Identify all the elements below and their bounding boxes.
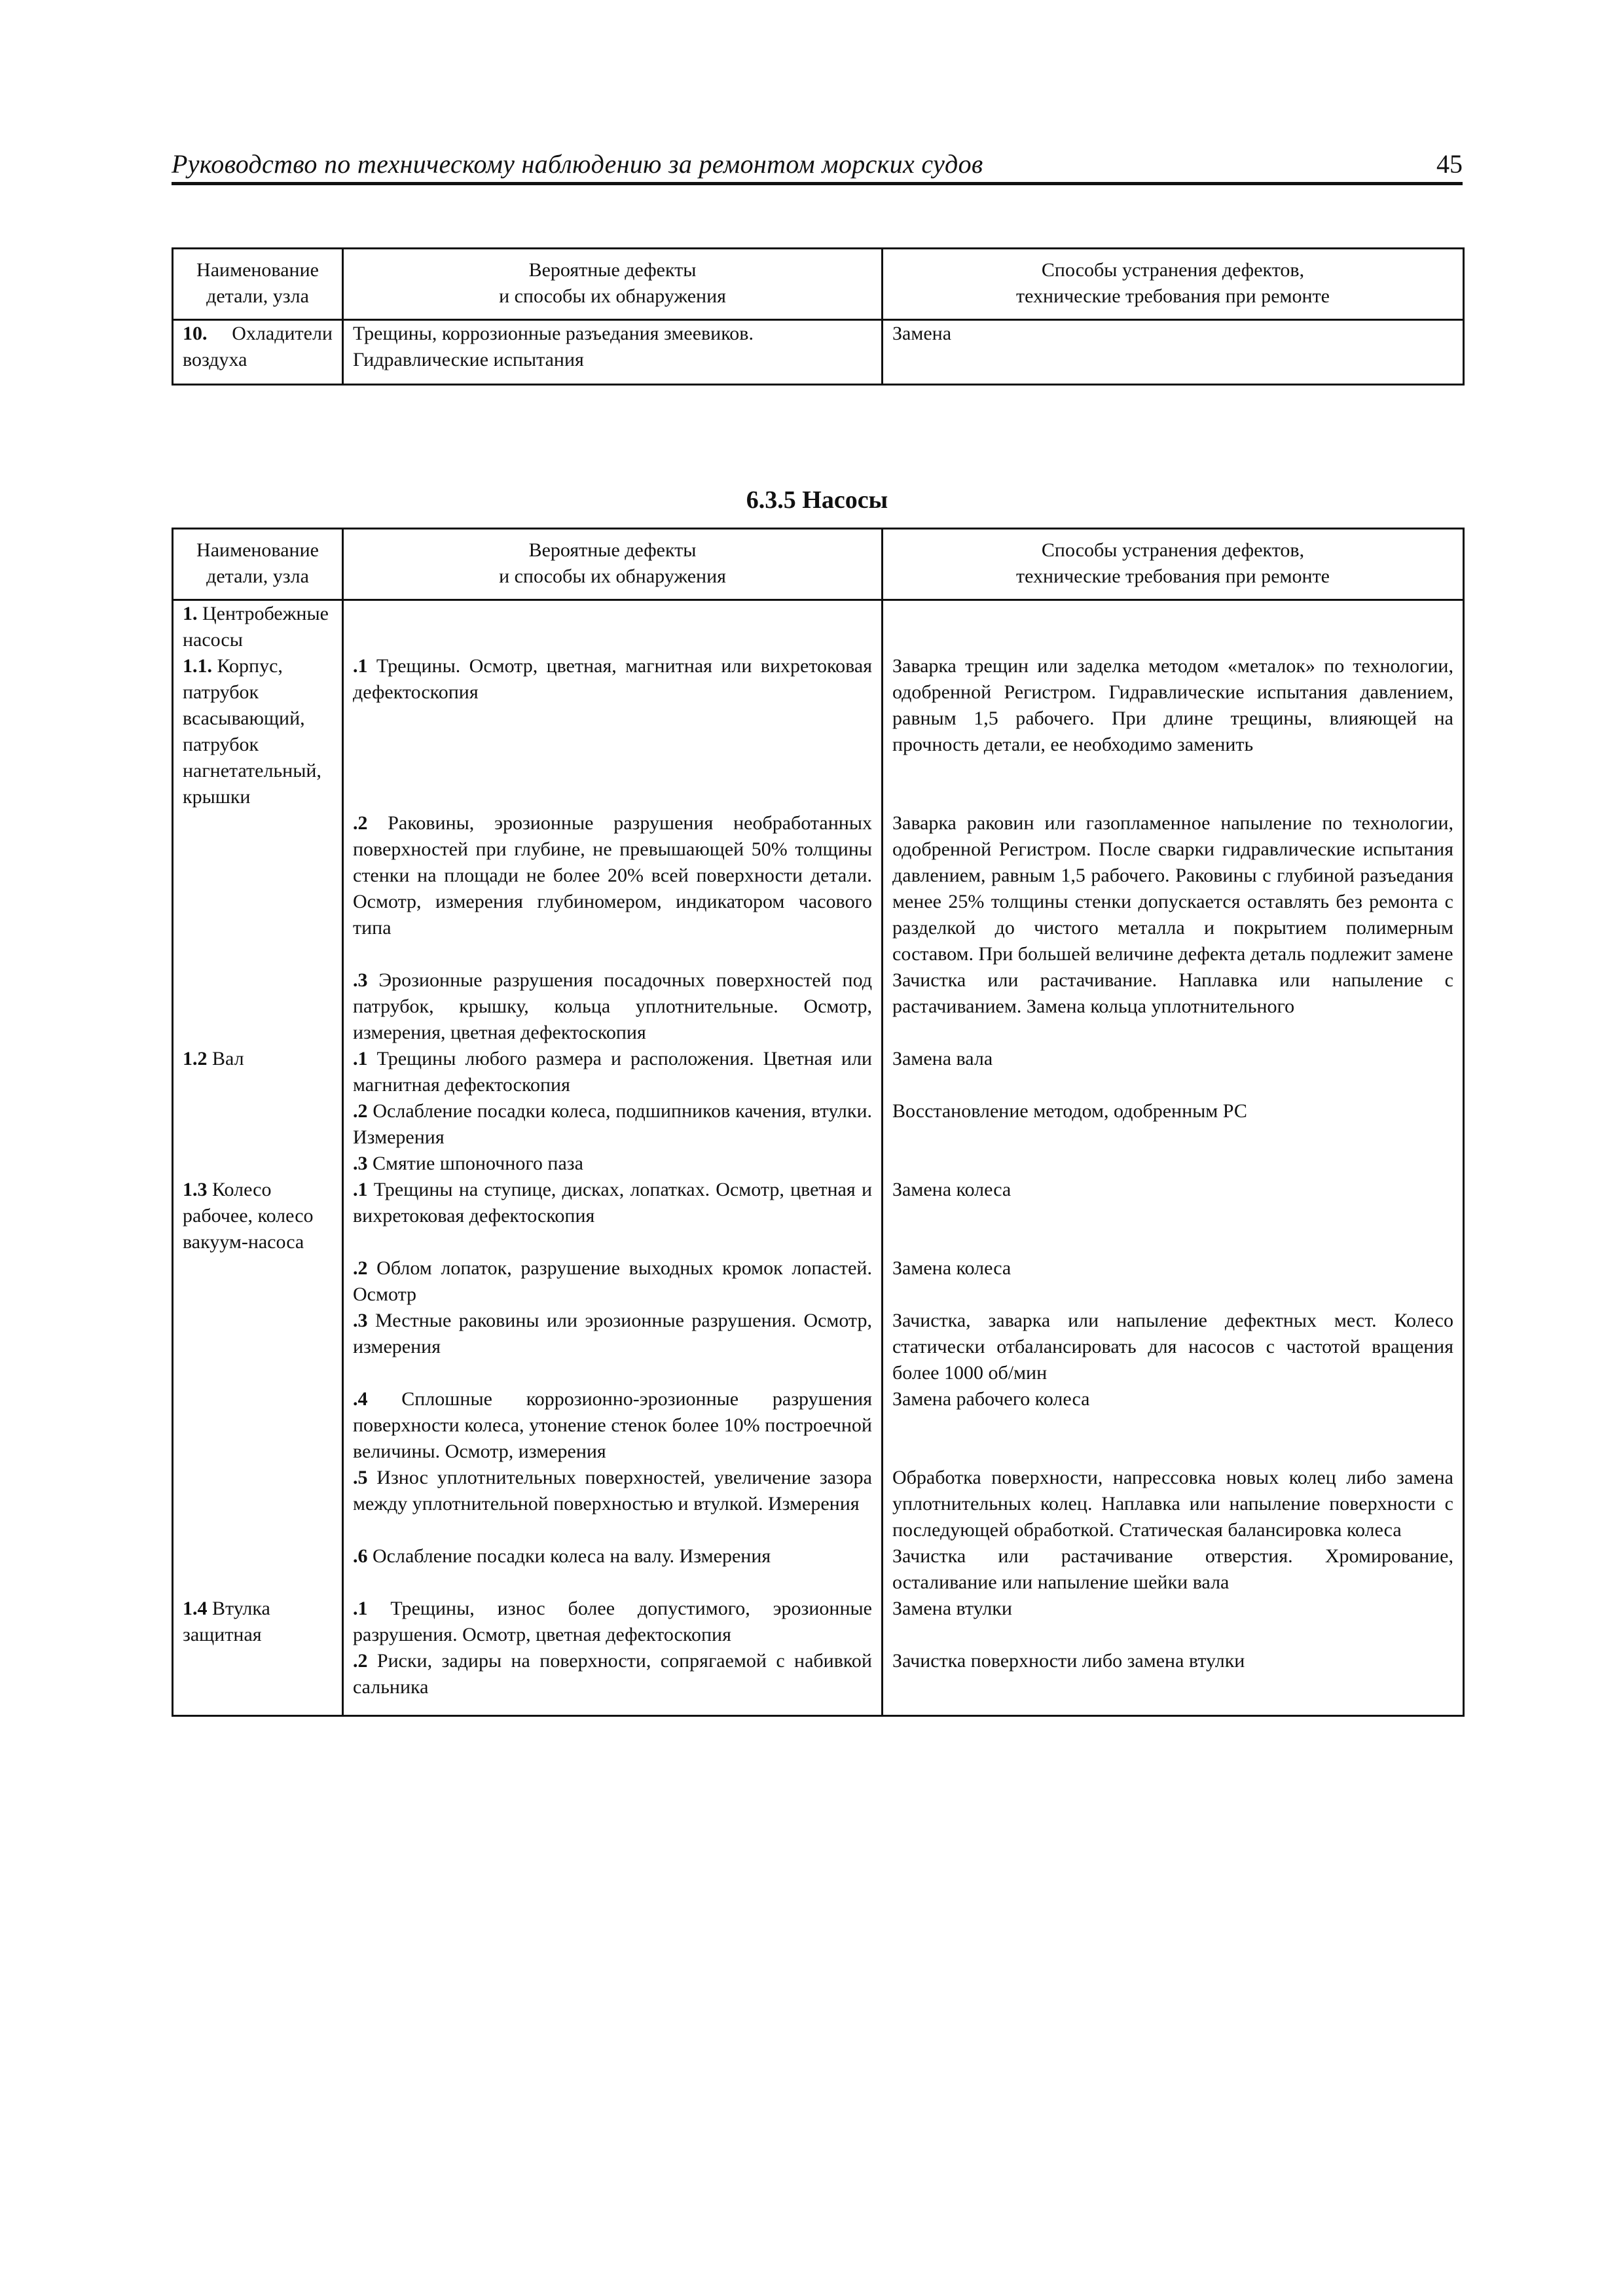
part-name-cell: 1.3 Колесо рабочее, колесо вакуум-насоса bbox=[173, 1177, 343, 1255]
remedy-cell: Обработка поверхности, напрессовка новых колец либо замена уплотнительных колец. Наплавка или напыление поверхности с последующей обработкой. Статическая балансировка колеса bbox=[883, 1465, 1464, 1543]
part-name-cell: 1.2 Вал bbox=[173, 1046, 343, 1098]
part-name-cell bbox=[173, 1648, 343, 1716]
table-row bbox=[173, 653, 1464, 810]
part-name-cell bbox=[173, 1465, 343, 1543]
part-name-cell bbox=[173, 1386, 343, 1465]
remedy-cell: Восстановление методом, одобренным РС bbox=[883, 1098, 1464, 1151]
part-name-cell: 1.4 Втулка защитная bbox=[173, 1596, 343, 1648]
table-row bbox=[173, 1543, 1464, 1596]
remedy-cell: Зачистка или растачивание отверстия. Хромирование, осталивание или напыление шейки вала bbox=[883, 1543, 1464, 1596]
table-row bbox=[173, 1465, 1464, 1543]
remedy-cell: Зачистка или растачивание. Наплавка или напыление с растачиванием. Замена кольца уплотнительного bbox=[883, 967, 1464, 1046]
defect-cell: .2 Раковины, эрозионные разрушения необработанных поверхностей при глубине, не превышающей 50% толщины стенки на площади не более 20% всей поверхности детали. Осмотр, измерения глубиномером, индикатором часового типа bbox=[343, 810, 883, 967]
group-row bbox=[173, 600, 1464, 654]
part-name-cell: 10. Охладители воздуха bbox=[173, 320, 343, 385]
defect-cell: .2 Риски, задиры на поверхности, сопрягаемой с набивкой сальника bbox=[343, 1648, 883, 1716]
header-part-name: Наименование детали, узла bbox=[173, 249, 343, 320]
defect-cell: .1 Трещины любого размера и расположения. Цветная или магнитная дефектоскопия bbox=[343, 1046, 883, 1098]
defect-cell: .3 Эрозионные разрушения посадочных поверхностей под патрубок, крышку, кольца уплотнительные. Осмотр, измерения, цветная дефектоскопия bbox=[343, 967, 883, 1046]
remedy-cell: Замена втулки bbox=[883, 1596, 1464, 1648]
part-name-cell bbox=[173, 1543, 343, 1596]
remedy-cell: Замена рабочего колеса bbox=[883, 1386, 1464, 1465]
pumps-table bbox=[172, 528, 1465, 1717]
remedy-cell: Замена bbox=[883, 320, 1464, 385]
table-row bbox=[173, 1177, 1464, 1255]
page-header bbox=[172, 145, 1463, 185]
table-row bbox=[173, 810, 1464, 967]
remedy-cell: Зачистка поверхности либо замена втулки bbox=[883, 1648, 1464, 1716]
defect-cell: .1 Трещины, износ более допустимого, эрозионные разрушения. Осмотр, цветная дефектоскопия bbox=[343, 1596, 883, 1648]
empty-cell bbox=[343, 600, 883, 654]
table-row bbox=[173, 1308, 1464, 1386]
header-defects: Вероятные дефекты и способы их обнаружения bbox=[343, 529, 883, 600]
header-remedies: Способы устранения дефектов, технические требования при ремонте bbox=[883, 529, 1464, 600]
part-name-cell bbox=[173, 1255, 343, 1308]
remedy-cell: Заварка трещин или заделка методом «металок» по технологии, одобренной Регистром. Гидравлические испытания давлением, равным 1,5 рабочего. При длине трещины, влияющей на прочность детали, ее необходимо заменить bbox=[883, 653, 1464, 810]
remedy-cell: Заварка раковин или газопламенное напыление по технологии, одобренной Регистром. После сварки гидравлические испытания давлением, равным 1,5 рабочего. Раковины с глубиной разъедания менее 25% толщины стенки допускается оставлять без ремонта с разделкой до чистого металла и покрытием полимерным составом. При большей величине дефекта деталь подлежит замене bbox=[883, 810, 1464, 967]
defect-cell: .2 Облом лопаток, разрушение выходных кромок лопастей. Осмотр bbox=[343, 1255, 883, 1308]
header-defects: Вероятные дефекты и способы их обнаружения bbox=[343, 249, 883, 320]
page-number: 45 bbox=[1436, 149, 1463, 179]
part-name-cell: 1.1. Корпус, патрубок всасывающий, патрубок нагнетательный, крышки bbox=[173, 653, 343, 810]
defect-cell: .3 Смятие шпоночного паза bbox=[343, 1151, 883, 1177]
header-part-name: Наименование детали, узла bbox=[173, 529, 343, 600]
table-row bbox=[173, 1098, 1464, 1151]
defect-cell: Трещины, коррозионные разъедания змеевиков. Гидравлические испытания bbox=[343, 320, 883, 385]
table-row bbox=[173, 967, 1464, 1046]
running-title: Руководство по техническому наблюдению за ремонтом морских судов bbox=[172, 149, 983, 179]
defect-cell: .3 Местные раковины или эрозионные разрушения. Осмотр, измерения bbox=[343, 1308, 883, 1386]
section-heading: 6.3.5 Насосы bbox=[746, 486, 888, 514]
table-row bbox=[173, 1648, 1464, 1716]
remedy-cell: Замена колеса bbox=[883, 1255, 1464, 1308]
table-row bbox=[173, 1386, 1464, 1465]
table-row bbox=[173, 320, 1464, 385]
remedy-cell: Зачистка, заварка или напыление дефектных мест. Колесо статически отбалансировать для насосов с частотой вращения более 1000 об/мин bbox=[883, 1308, 1464, 1386]
defect-cell: .6 Ослабление посадки колеса на валу. Измерения bbox=[343, 1543, 883, 1596]
defect-cell: .2 Ослабление посадки колеса, подшипников качения, втулки. Измерения bbox=[343, 1098, 883, 1151]
group-name-cell: 1. Центробежные насосы bbox=[173, 600, 343, 654]
remedy-cell: Замена вала bbox=[883, 1046, 1464, 1098]
table-row bbox=[173, 1046, 1464, 1098]
defect-cell: .1 Трещины на ступице, дисках, лопатках. Осмотр, цветная и вихретоковая дефектоскопия bbox=[343, 1177, 883, 1255]
part-name-cell bbox=[173, 967, 343, 1046]
continuation-table bbox=[172, 247, 1465, 386]
part-name-cell bbox=[173, 1308, 343, 1386]
table-row bbox=[173, 1151, 1464, 1177]
table-row bbox=[173, 1255, 1464, 1308]
part-name-cell bbox=[173, 1151, 343, 1177]
empty-cell bbox=[883, 600, 1464, 654]
part-name-cell bbox=[173, 1098, 343, 1151]
table-header-row bbox=[173, 529, 1464, 600]
defect-cell: .5 Износ уплотнительных поверхностей, увеличение зазора между уплотнительной поверхностью и втулкой. Измерения bbox=[343, 1465, 883, 1543]
table-header-row bbox=[173, 249, 1464, 320]
part-name-cell bbox=[173, 810, 343, 967]
remedy-cell: Замена колеса bbox=[883, 1177, 1464, 1255]
defect-cell: .4 Сплошные коррозионно-эрозионные разрушения поверхности колеса, утонение стенок более 10% построечной величины. Осмотр, измерения bbox=[343, 1386, 883, 1465]
remedy-cell bbox=[883, 1151, 1464, 1177]
table-row bbox=[173, 1596, 1464, 1648]
defect-cell: .1 Трещины. Осмотр, цветная, магнитная или вихретоковая дефектоскопия bbox=[343, 653, 883, 810]
header-remedies: Способы устранения дефектов, технические требования при ремонте bbox=[883, 249, 1464, 320]
